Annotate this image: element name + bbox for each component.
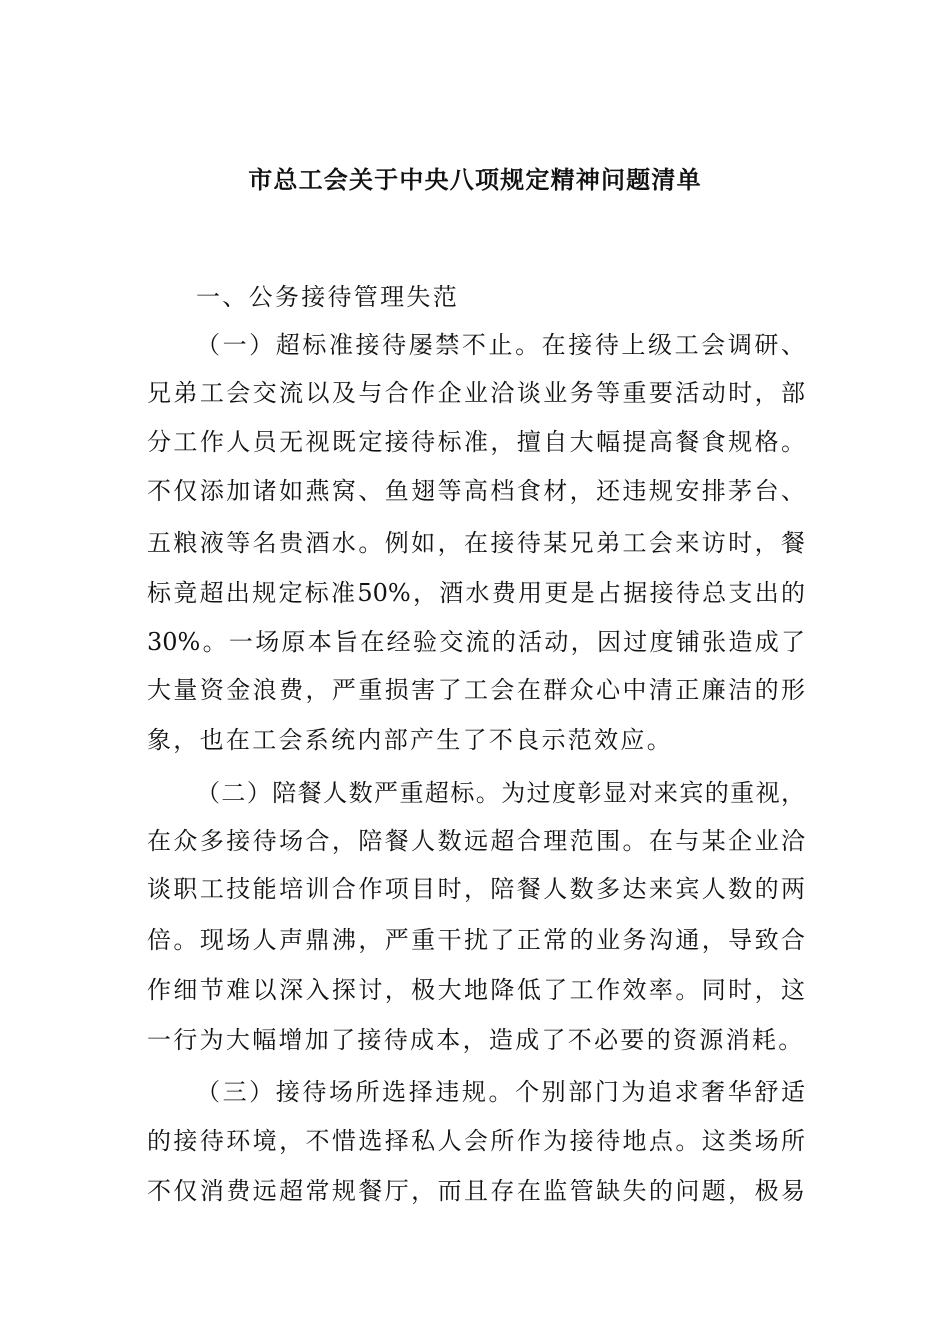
section-heading: 一、公务接待管理失范 bbox=[196, 283, 459, 311]
document-title: 市总工会关于中央八项规定精神问题清单 bbox=[248, 165, 702, 194]
paragraph-line: （二）陪餐人数严重超标。为过度彰显对来宾的重视， bbox=[196, 779, 805, 807]
paragraph-line: 倍。现场人声鼎沸，严重干扰了正常的业务沟通，导致合 bbox=[147, 926, 805, 954]
paragraph-line: 不仅消费远超常规餐厅，而且存在监管缺失的问题，极易 bbox=[147, 1177, 805, 1205]
paragraph-line: （一）超标准接待屡禁不止。在接待上级工会调研、 bbox=[196, 331, 805, 359]
paragraph-line: 五粮液等名贵酒水。例如，在接待某兄弟工会来访时，餐 bbox=[147, 529, 805, 557]
paragraph-line: 大量资金浪费，严重损害了工会在群众心中清正廉洁的形 bbox=[147, 676, 805, 704]
paragraph-line: 谈职工技能培训合作项目时，陪餐人数多达来宾人数的两 bbox=[147, 875, 805, 903]
paragraph-line: 在众多接待场合，陪餐人数远超合理范围。在与某企业洽 bbox=[147, 827, 805, 855]
paragraph-line: （三）接待场所选择违规。个别部门为追求奢华舒适 bbox=[196, 1078, 805, 1106]
paragraph-line: 兄弟工会交流以及与合作企业洽谈业务等重要活动时，部 bbox=[147, 379, 805, 407]
paragraph-line: 象，也在工会系统内部产生了不良示范效应。 bbox=[147, 726, 673, 754]
paragraph-line: 不仅添加诸如燕窝、鱼翅等高档食材，还违规安排茅台、 bbox=[147, 477, 805, 505]
paragraph-line: 作细节难以深入探讨，极大地降低了工作效率。同时，这 bbox=[147, 976, 805, 1004]
paragraph-line: 一行为大幅增加了接待成本，造成了不必要的资源消耗。 bbox=[147, 1026, 805, 1054]
paragraph-line: 标竟超出规定标准50%，酒水费用更是占据接待总支出的 bbox=[147, 579, 805, 607]
paragraph-line: 的接待环境，不惜选择私人会所作为接待地点。这类场所 bbox=[147, 1127, 805, 1155]
paragraph-line: 分工作人员无视既定接待标准，擅自大幅提高餐食规格。 bbox=[147, 428, 805, 456]
paragraph-line: 30%。一场原本旨在经验交流的活动，因过度铺张造成了 bbox=[147, 628, 805, 656]
